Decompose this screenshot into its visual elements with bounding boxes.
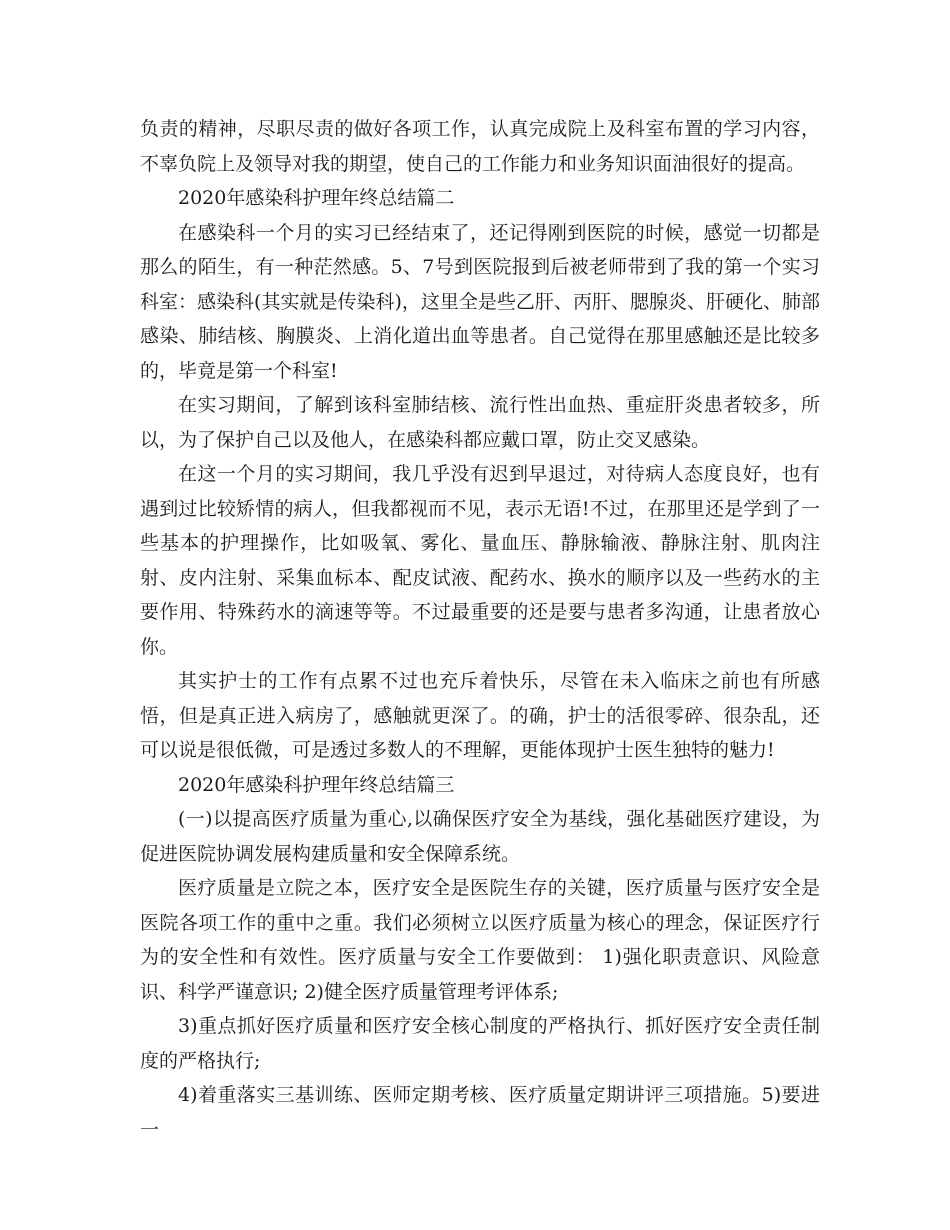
section-heading-part-two: 2020年感染科护理年终总结篇二 bbox=[178, 187, 455, 209]
paragraph: 4)着重落实三基训练、医师定期考核、医疗质量定期讲评三项措施。5)要进一 bbox=[140, 1084, 820, 1141]
section-heading-part-three: 2020年感染科护理年终总结篇三 bbox=[178, 773, 455, 796]
paragraph: 在实习期间，了解到该科室肺结核、流行性出血热、重症肝炎患者较多，所以，为了保护自己以及他人，在感染科都应戴口罩，防止交叉感染。 bbox=[140, 394, 820, 451]
paragraph: 在这一个月的实习期间，我几乎没有迟到早退过，对待病人态度良好，也有遇到过比较矫情的病人，但我都视而不见，表示无语!不过，在那里还是学到了一些基本的护理操作，比如吸氧、雾化、量血压、静脉输液、静脉注射、肌肉注射、皮内注射、采集血标本、配皮试液、配药水、换水的顺序以及一些药水的主要作用、特殊药水的滴速等等。不过最重要的还是要与患者多沟通，让患者放心你。 bbox=[140, 463, 820, 658]
paragraph: 3)重点抓好医疗质量和医疗安全核心制度的严格执行、抓好医疗安全责任制度的严格执行; bbox=[140, 1015, 820, 1072]
document-body bbox=[140, 112, 820, 1147]
paragraph: 在感染科一个月的实习已经结束了，还记得刚到医院的时候，感觉一切都是那么的陌生，有一种茫然感。5、7号到医院报到后被老师带到了我的第一个实习科室：感染科(其实就是传染科)，这里全是些乙肝、丙肝、腮腺炎、肝硬化、肺部感染、肺结核、胸膜炎、上消化道出血等患者。自己觉得在那里感触还是比较多的，毕竟是第一个科室! bbox=[140, 221, 820, 382]
paragraph: 医疗质量是立院之本，医疗安全是医院生存的关键，医疗质量与医疗安全是医院各项工作的重中之重。我们必须树立以医疗质量为核心的理念，保证医疗行为的安全性和有效性。医疗质量与安全工作要做到： 1)强化职责意识、风险意识、科学严谨意识; 2)健全医疗质量管理考评体系; bbox=[140, 877, 820, 1003]
paragraph: (一)以提高医疗质量为重心,以确保医疗安全为基线，强化基础医疗建设，为促进医院协调发展构建质量和安全保障系统。 bbox=[140, 808, 820, 865]
paragraph: 其实护士的工作有点累不过也充斥着快乐，尽管在未入临床之前也有所感悟，但是真正进入病房了，感触就更深了。的确，护士的活很零碎、很杂乱，还可以说是很低微，可是透过多数人的不理解，更能体现护士医生独特的魅力! bbox=[140, 670, 820, 761]
paragraph-continuation: 负责的精神，尽职尽责的做好各项工作，认真完成院上及科室布置的学习内容，不辜负院上及领导对我的期望，使自己的工作能力和业务知识面油很好的提高。 bbox=[140, 118, 820, 175]
